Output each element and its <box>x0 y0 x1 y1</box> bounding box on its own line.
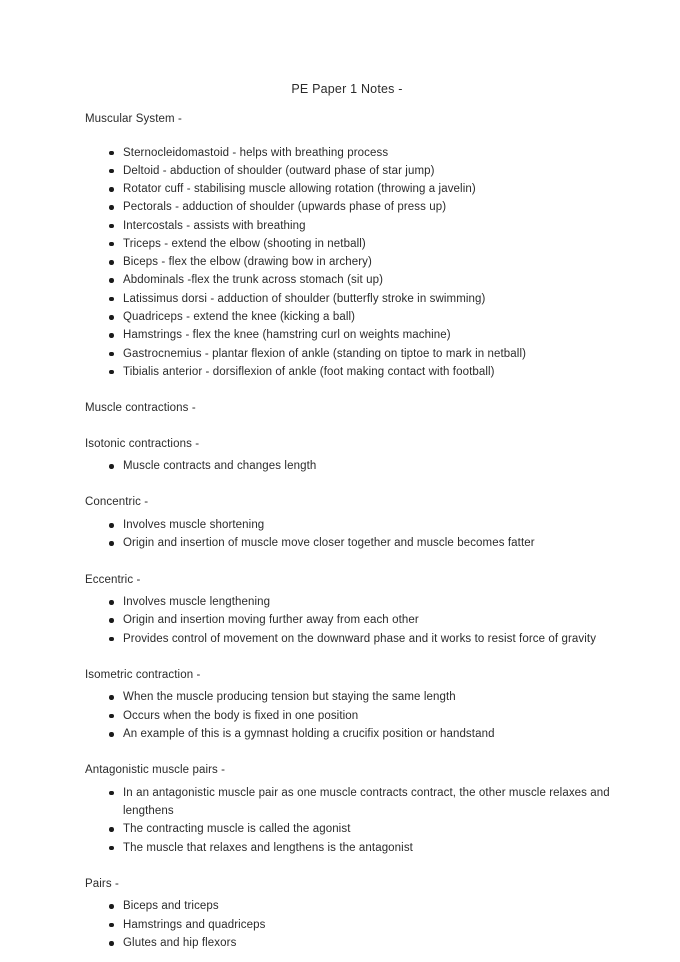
spacer <box>85 648 620 668</box>
list-item: Quadriceps - extend the knee (kicking a ball) <box>85 308 620 326</box>
spacer <box>85 417 620 437</box>
bullet-list-concentric <box>85 516 620 553</box>
list-item: When the muscle producing tension but staying the same length <box>85 688 620 706</box>
section-heading-muscular-system: Muscular System - <box>85 113 182 125</box>
bullet-list-muscular-system <box>85 144 620 382</box>
spacer <box>85 128 620 144</box>
spacer <box>85 475 620 495</box>
list-item: Origin and insertion moving further away from each other <box>85 611 620 629</box>
spacer <box>85 381 620 401</box>
list-item: Pectorals - adduction of shoulder (upwards phase of press up) <box>85 198 620 216</box>
list-item: Glutes and hip flexors <box>85 934 620 952</box>
bullet-list-isotonic-contractions <box>85 457 620 475</box>
section-heading-muscle-contractions: Muscle contractions - <box>85 402 196 415</box>
section-heading-antagonistic-muscle-pairs: Antagonistic muscle pairs - <box>85 764 226 777</box>
spacer <box>85 553 620 573</box>
list-item: Tibialis anterior - dorsiflexion of ankle (foot making contact with football) <box>85 363 620 381</box>
list-item: Latissimus dorsi - adduction of shoulder (butterfly stroke in swimming) <box>85 290 620 308</box>
list-item: Biceps - flex the elbow (drawing bow in archery) <box>85 253 620 271</box>
list-item: The muscle that relaxes and lengthens is the antagonist <box>85 839 620 857</box>
spacer <box>0 96 680 112</box>
page-title: PE Paper 1 Notes - <box>291 82 403 96</box>
list-item: Abdominals -flex the trunk across stomach (sit up) <box>85 271 620 289</box>
section-heading-pairs: Pairs - <box>85 877 119 890</box>
list-item: Involves muscle shortening <box>85 516 620 534</box>
section-heading-isotonic-contractions: Isotonic contractions - <box>85 437 200 450</box>
spacer <box>85 743 620 763</box>
list-item: Origin and insertion of muscle move closer together and muscle becomes fatter <box>85 534 620 552</box>
list-item: Sternocleidomastoid - helps with breathing process <box>85 144 620 162</box>
list-item: Hamstrings - flex the knee (hamstring curl on weights machine) <box>85 326 620 344</box>
list-item: Rotator cuff - stabilising muscle allowing rotation (throwing a javelin) <box>85 180 620 198</box>
list-item: Triceps - extend the elbow (shooting in netball) <box>85 235 620 253</box>
bullet-list-eccentric <box>85 593 620 648</box>
notes-sections <box>0 112 680 952</box>
section-heading-eccentric: Eccentric - <box>85 573 141 586</box>
list-item: Biceps and triceps <box>85 897 620 915</box>
list-item: Gastrocnemius - plantar flexion of ankle (standing on tiptoe to mark in netball) <box>85 345 620 363</box>
spacer <box>85 857 620 877</box>
list-item: The contracting muscle is called the agonist <box>85 820 620 838</box>
list-item: Hamstrings and quadriceps <box>85 916 620 934</box>
list-item: Muscle contracts and changes length <box>85 457 620 475</box>
list-item: In an antagonistic muscle pair as one muscle contracts contract, the other muscle relaxes and lengthens <box>85 784 620 821</box>
list-item: An example of this is a gymnast holding a crucifix position or handstand <box>85 725 620 743</box>
bullet-list-isometric-contraction <box>85 688 620 743</box>
section-heading-isometric-contraction: Isometric contraction - <box>85 668 201 681</box>
list-item: Involves muscle lengthening <box>85 593 620 611</box>
list-item: Deltoid - abduction of shoulder (outward phase of star jump) <box>85 162 620 180</box>
list-item: Occurs when the body is fixed in one position <box>85 707 620 725</box>
bullet-list-pairs <box>85 897 620 952</box>
list-item: Intercostals - assists with breathing <box>85 217 620 235</box>
bullet-list-antagonistic-muscle-pairs <box>85 784 620 857</box>
list-item: Provides control of movement on the downward phase and it works to resist force of gravity <box>85 630 620 648</box>
section-heading-concentric: Concentric - <box>85 496 149 509</box>
